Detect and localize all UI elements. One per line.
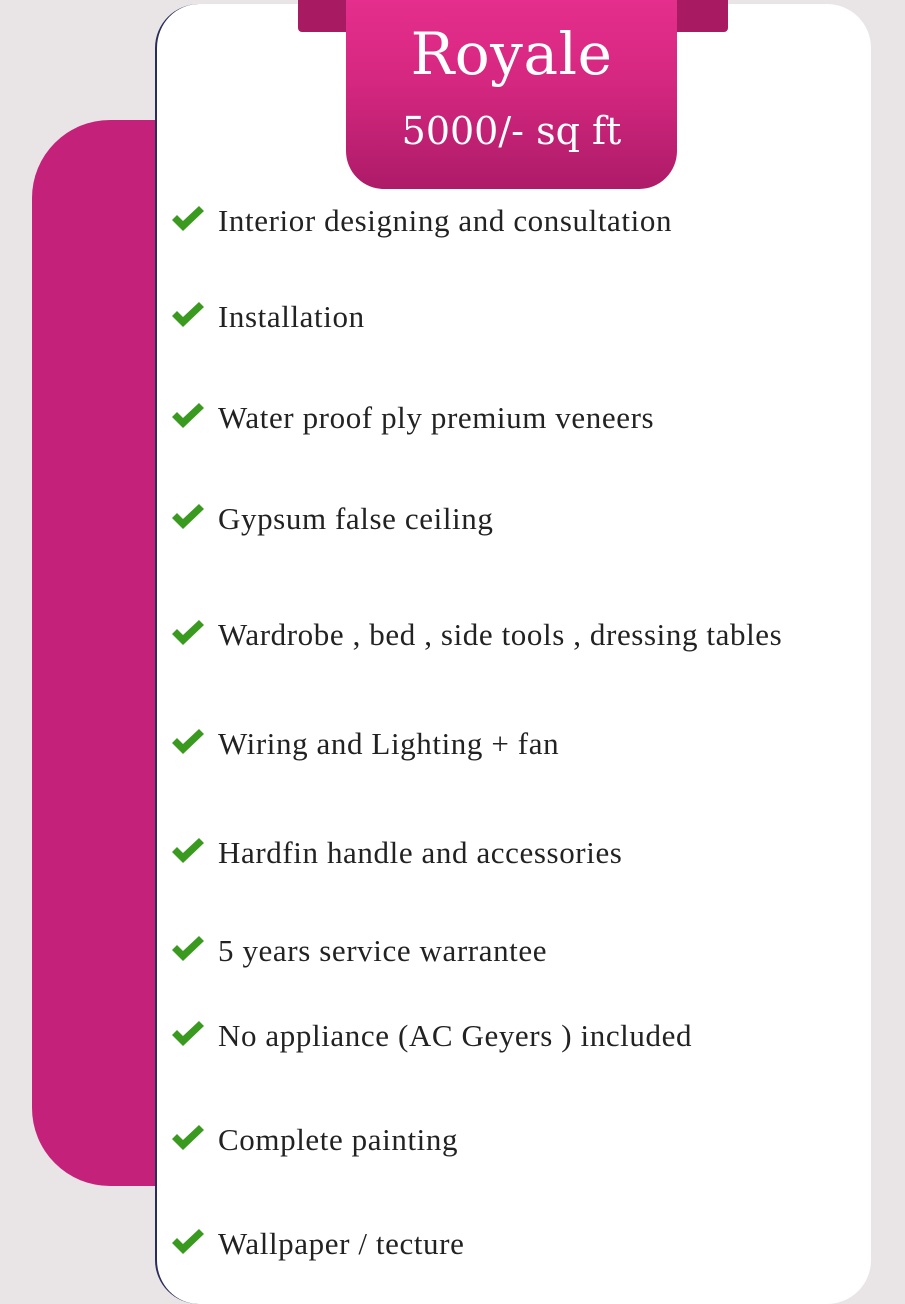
feature-label: Wallpaper / tecture — [218, 1226, 465, 1261]
check-icon — [170, 1226, 206, 1256]
feature-label: Gypsum false ceiling — [218, 501, 494, 536]
plan-price: 5000/- sq ft — [401, 109, 622, 153]
check-icon — [170, 933, 206, 963]
check-icon — [170, 400, 206, 430]
feature-label: Interior designing and consultation — [218, 203, 673, 238]
check-icon — [170, 617, 206, 647]
check-icon — [170, 299, 206, 329]
feature-item — [170, 719, 559, 769]
feature-item — [170, 494, 493, 544]
check-icon — [170, 1018, 206, 1048]
feature-item — [170, 1219, 464, 1269]
feature-item — [170, 610, 782, 660]
feature-item — [170, 393, 654, 443]
feature-label: Wiring and Lighting + fan — [218, 726, 560, 761]
feature-item — [170, 828, 622, 878]
feature-item — [170, 196, 672, 246]
check-icon — [170, 1122, 206, 1152]
feature-label: Wardrobe , bed , side tools , dressing tables — [218, 617, 783, 652]
feature-label: Complete painting — [218, 1122, 459, 1157]
feature-item — [170, 926, 547, 976]
feature-label: No appliance (AC Geyers ) included — [218, 1018, 693, 1053]
check-icon — [170, 501, 206, 531]
check-icon — [170, 835, 206, 865]
feature-item — [170, 292, 365, 342]
feature-label: Installation — [218, 299, 365, 334]
feature-label: 5 years service warrantee — [218, 933, 548, 968]
feature-label: Water proof ply premium veneers — [218, 400, 655, 435]
plan-title: Royale — [410, 20, 613, 88]
feature-item — [170, 1115, 458, 1165]
feature-label: Hardfin handle and accessories — [218, 835, 623, 870]
check-icon — [170, 203, 206, 233]
feature-item — [170, 1011, 692, 1061]
check-icon — [170, 726, 206, 756]
